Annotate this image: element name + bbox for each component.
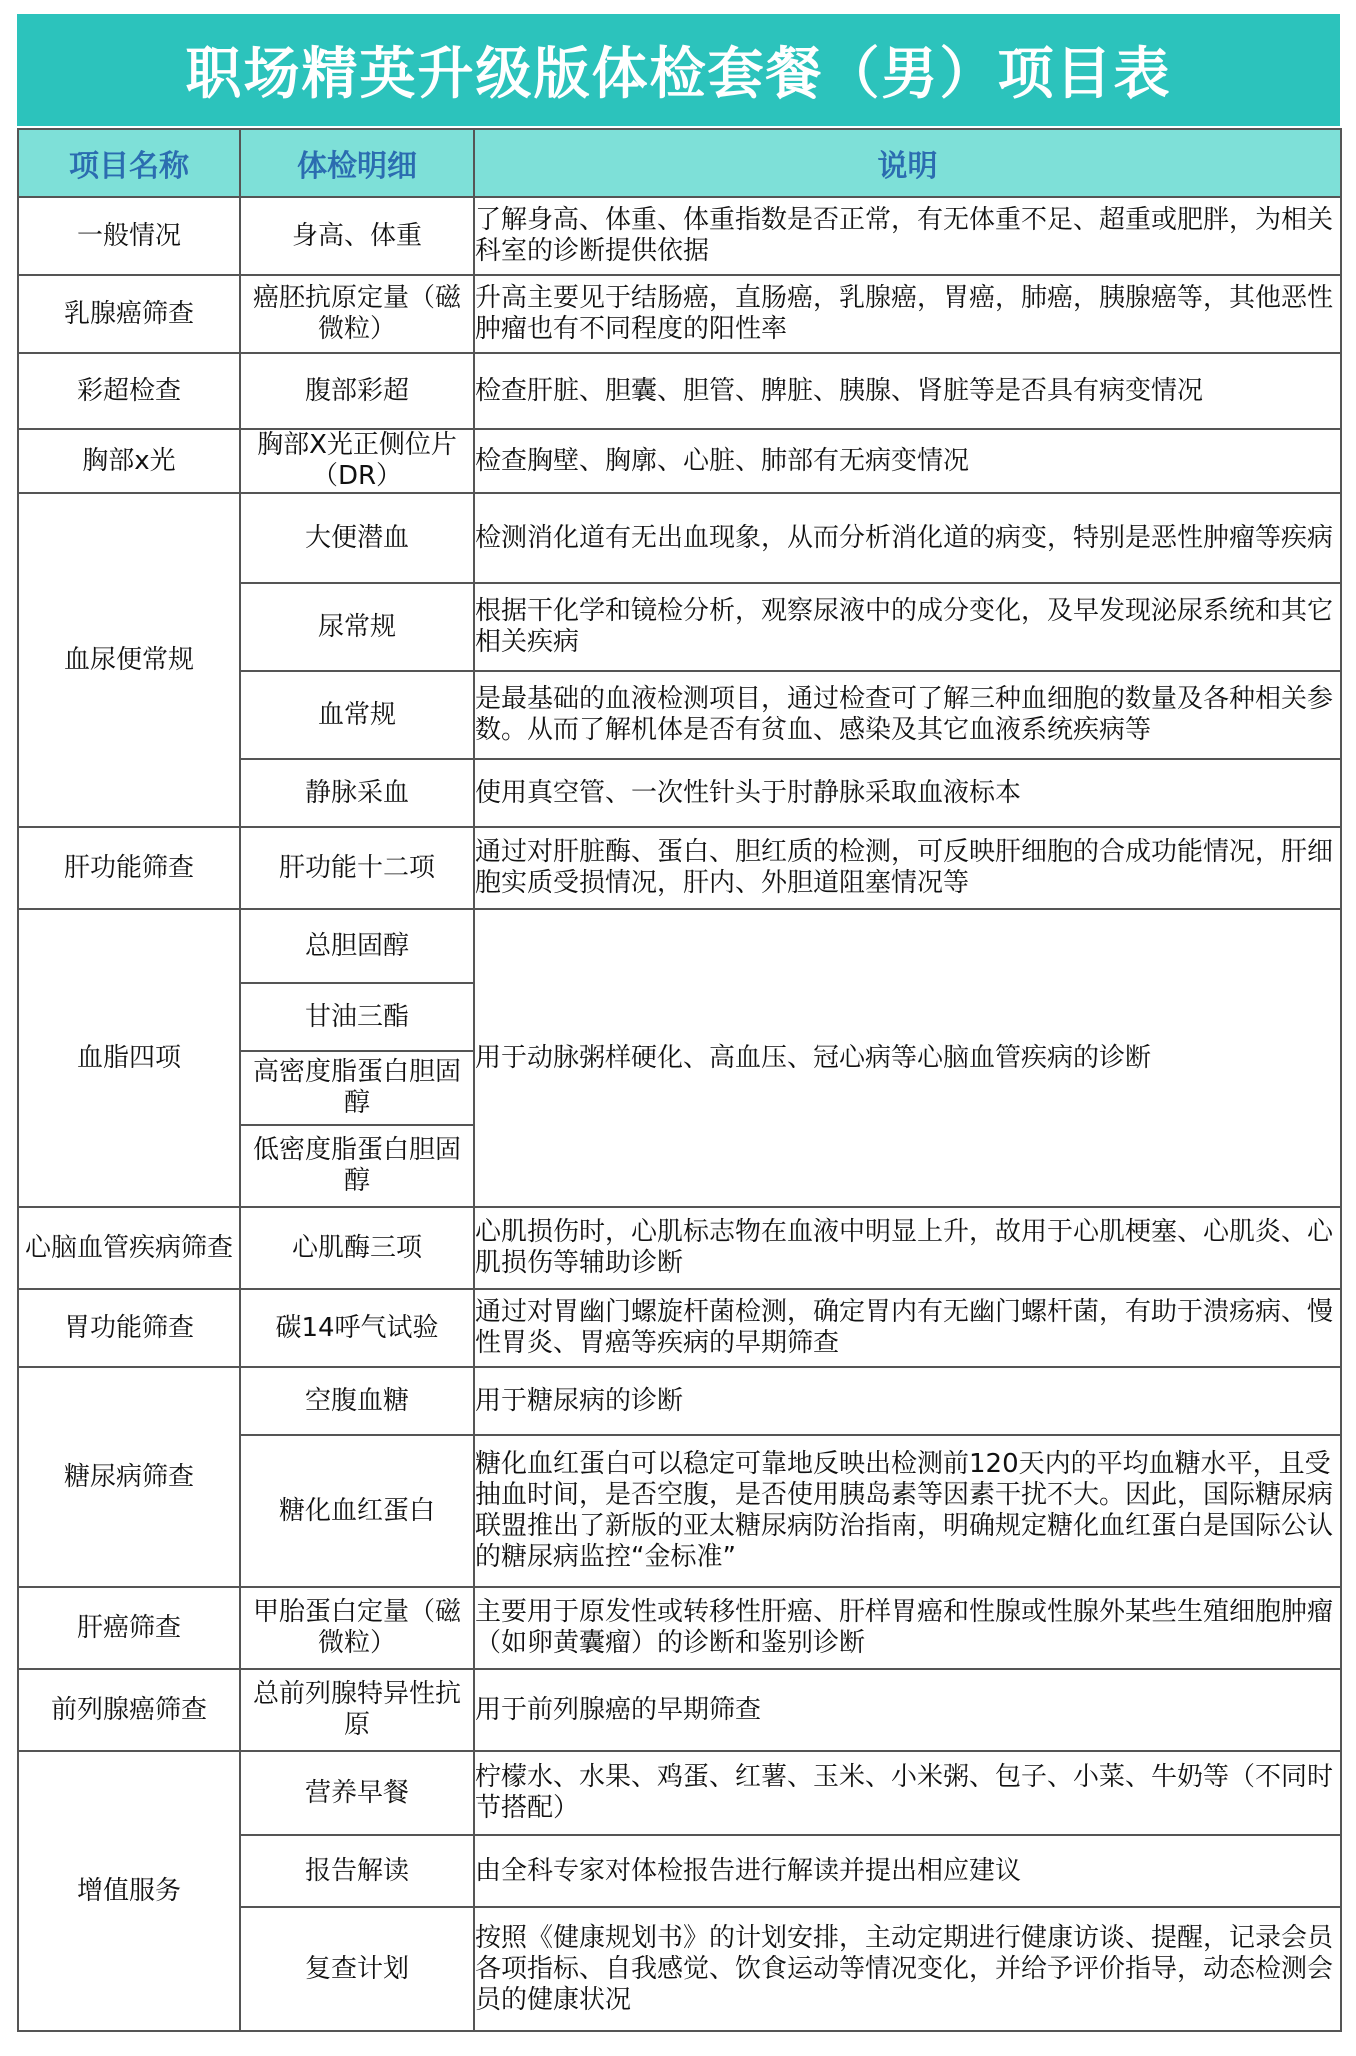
item-cell: 低密度脂蛋白胆固醇	[240, 1125, 474, 1207]
header-description: 说明	[474, 129, 1341, 197]
category-cell: 血尿便常规	[18, 493, 240, 827]
description-cell: 通过对胃幽门螺旋杆菌检测，确定胃内有无幽门螺杆菌，有助于溃疡病、慢性胃炎、胃癌等疾病的早期筛查	[474, 1289, 1341, 1367]
item-cell: 糖化血红蛋白	[240, 1435, 474, 1587]
item-cell: 甘油三酯	[240, 983, 474, 1051]
table-row	[18, 1289, 1341, 1367]
description-cell: 了解身高、体重、体重指数是否正常，有无体重不足、超重或肥胖，为相关科室的诊断提供依据	[474, 197, 1341, 275]
description-cell: 根据干化学和镜检分析，观察尿液中的成分变化，及早发现泌尿系统和其它相关疾病	[474, 583, 1341, 671]
description-cell: 按照《健康规划书》的计划安排，主动定期进行健康访谈、提醒，记录会员各项指标、自我感觉、饮食运动等情况变化，并给予评价指导，动态检测会员的健康状况	[474, 1907, 1341, 2031]
header-category: 项目名称	[18, 129, 240, 197]
category-cell: 胸部x光	[18, 429, 240, 493]
checkup-items-table	[17, 128, 1342, 2032]
table-header-row	[18, 129, 1341, 197]
category-cell: 胃功能筛查	[18, 1289, 240, 1367]
header-item: 体检明细	[240, 129, 474, 197]
table-row	[18, 353, 1341, 429]
table-row	[18, 1367, 1341, 1435]
item-cell: 甲胎蛋白定量（磁微粒）	[240, 1587, 474, 1669]
description-cell: 使用真空管、一次性针头于肘静脉采取血液标本	[474, 759, 1341, 827]
description-cell: 柠檬水、水果、鸡蛋、红薯、玉米、小米粥、包子、小菜、牛奶等（不同时节搭配）	[474, 1751, 1341, 1835]
item-cell: 碳14呼气试验	[240, 1289, 474, 1367]
table-row	[18, 493, 1341, 583]
item-cell: 血常规	[240, 671, 474, 759]
item-cell: 胸部X光正侧位片（DR）	[240, 429, 474, 493]
description-cell: 心肌损伤时，心肌标志物在血液中明显上升，故用于心肌梗塞、心肌炎、心肌损伤等辅助诊断	[474, 1207, 1341, 1289]
table-row	[18, 909, 1341, 983]
page-title: 职场精英升级版体检套餐（男）项目表	[185, 42, 1172, 107]
item-cell: 癌胚抗原定量（磁微粒）	[240, 275, 474, 353]
description-cell: 由全科专家对体检报告进行解读并提出相应建议	[474, 1835, 1341, 1907]
category-cell: 肝功能筛查	[18, 827, 240, 909]
table-row	[18, 197, 1341, 275]
table-row	[18, 429, 1341, 493]
title-banner	[17, 14, 1340, 126]
category-cell: 血脂四项	[18, 909, 240, 1207]
description-cell: 升高主要见于结肠癌，直肠癌，乳腺癌，胃癌，肺癌，胰腺癌等，其他恶性肿瘤也有不同程度的阳性率	[474, 275, 1341, 353]
item-cell: 报告解读	[240, 1835, 474, 1907]
table-row	[18, 1751, 1341, 1835]
description-cell: 是最基础的血液检测项目，通过检查可了解三种血细胞的数量及各种相关参数。从而了解机体是否有贫血、感染及其它血液系统疾病等	[474, 671, 1341, 759]
category-cell: 一般情况	[18, 197, 240, 275]
table-row	[18, 1207, 1341, 1289]
item-cell: 复查计划	[240, 1907, 474, 2031]
category-cell: 彩超检查	[18, 353, 240, 429]
description-cell: 糖化血红蛋白可以稳定可靠地反映出检测前120天内的平均血糖水平，且受抽血时间，是否空腹，是否使用胰岛素等因素干扰不大。因此，国际糖尿病联盟推出了新版的亚太糖尿病防治指南，明确规定糖化血红蛋白是国际公认的糖尿病监控“金标准”	[474, 1435, 1341, 1587]
item-cell: 空腹血糖	[240, 1367, 474, 1435]
description-cell: 用于前列腺癌的早期筛查	[474, 1669, 1341, 1751]
category-cell: 糖尿病筛查	[18, 1367, 240, 1587]
item-cell: 总前列腺特异性抗原	[240, 1669, 474, 1751]
description-cell: 检查肝脏、胆囊、胆管、脾脏、胰腺、肾脏等是否具有病变情况	[474, 353, 1341, 429]
table-row	[18, 1669, 1341, 1751]
item-cell: 营养早餐	[240, 1751, 474, 1835]
category-cell: 增值服务	[18, 1751, 240, 2031]
table-row	[18, 275, 1341, 353]
description-cell: 检测消化道有无出血现象，从而分析消化道的病变，特别是恶性肿瘤等疾病	[474, 493, 1341, 583]
description-cell: 检查胸壁、胸廓、心脏、肺部有无病变情况	[474, 429, 1341, 493]
item-cell: 肝功能十二项	[240, 827, 474, 909]
description-cell: 用于动脉粥样硬化、高血压、冠心病等心脑血管疾病的诊断	[474, 909, 1341, 1207]
item-cell: 心肌酶三项	[240, 1207, 474, 1289]
item-cell: 尿常规	[240, 583, 474, 671]
item-cell: 静脉采血	[240, 759, 474, 827]
item-cell: 大便潜血	[240, 493, 474, 583]
item-cell: 高密度脂蛋白胆固醇	[240, 1051, 474, 1125]
description-cell: 主要用于原发性或转移性肝癌、肝样胃癌和性腺或性腺外某些生殖细胞肿瘤（如卵黄囊瘤）的诊断和鉴别诊断	[474, 1587, 1341, 1669]
item-cell: 腹部彩超	[240, 353, 474, 429]
table-body	[18, 197, 1341, 2031]
table-row	[18, 827, 1341, 909]
description-cell: 用于糖尿病的诊断	[474, 1367, 1341, 1435]
category-cell: 前列腺癌筛查	[18, 1669, 240, 1751]
category-cell: 肝癌筛查	[18, 1587, 240, 1669]
category-cell: 乳腺癌筛查	[18, 275, 240, 353]
item-cell: 身高、体重	[240, 197, 474, 275]
table-row	[18, 1587, 1341, 1669]
item-cell: 总胆固醇	[240, 909, 474, 983]
description-cell: 通过对肝脏酶、蛋白、胆红质的检测，可反映肝细胞的合成功能情况，肝细胞实质受损情况，肝内、外胆道阻塞情况等	[474, 827, 1341, 909]
category-cell: 心脑血管疾病筛查	[18, 1207, 240, 1289]
